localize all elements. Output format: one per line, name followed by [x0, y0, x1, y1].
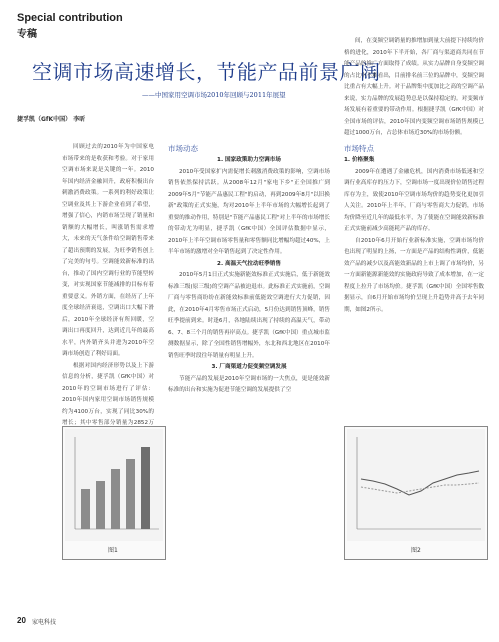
figure-2-graphic	[347, 429, 485, 541]
paragraph: 节能产品的发展是2010年空调市场的一大焦点，更是能效新标准的出台和实施为促进节能空调的发展提供了空	[168, 375, 330, 393]
section-heading: 市场动态	[168, 144, 198, 153]
figure-1-chart	[62, 426, 166, 560]
section-label-en: Special contribution	[17, 12, 123, 24]
paragraph: 间，在变频空调销量的推增加到量大前提下持续均价格的进化，2010年下半开始，各厂商与渠道商共同在节能产品的推广方面取得了成绩。从实力品牌自身变频空调的占比中不难看出，目前排名前三位的品牌中，变频空调比重占有大幅上升。对于品牌集中度加比之高的空调产品来说，实力品牌的发展趋势总是以保持稳定的。对变频市场发展有着重要的带动作用。根据捷孚凯（GfK中国）对全国市场的评估，2010年国内变频空调市场销售规模已超过1000万台，占总体市场近30%的市场份额。	[344, 38, 484, 136]
paragraph: 回顾过去的2010年为中国家电市场带来的是收获和考验。对于家用空调市场来说是关键的一年。2010年国内经济金融回升，政府积极出台刺激消费政策。一系列的利好政策让空调业及其上下游企业看到了希望，增强了信心，内销市场呈现了销量和销额的大幅增长，叫涨销售需求增大，未来的天气条件给空调销售带来了超出预期的发展，为旺季销售创上了完美的句号。空调能效新标准的出台，推动了国内空调行业的节能型转变，对实现国家节能减排的目标有着重要意义。外销方面，在经历了上年度全球经济衰退，空调出口大幅下滑后，2010年全球经济有所回暖，空调出口再度回升，达到近几年的最高水平，内外销齐头并进为2010年空调市场创造了利好局面。	[62, 144, 154, 357]
paragraph: 2010年受国家扩内需促增长刺激消费政策的影响，空调市场销售依然保持活跃。从2008年12月"家电下乡"正全国推广到2009年5月"节能产品惠民工程"的启动，再到2009年8月"以旧换新"政策的正式实施，均对2010年上半年市场的大幅增长起到了重要的推动作用，特别是"节能产品惠民工程"对上半年的市场增长的带动尤为明显，捷孚凯（GfK中国）全国评估数据中显示，2010年上半年空调市场零售量和零售额同比增幅均超过40%，上半年市场的激增对全年销售起到了决定性作用。	[168, 168, 330, 255]
article-subtitle: ——中国家用空调市场2010年回顾与2011年展望	[142, 91, 286, 99]
page-number: 20	[17, 616, 26, 625]
paragraph: 2009年在遭遇了金融危机，国内消费市场低迷和空调行业高库存的压力下，空调市场一度出现价位销售过程库存为主，致使2010年空调市场均价的趋势变化更加引人关注。2010年上半年，厂商与零售商大力促销，市场均价降至近几年的最低水平，为了使能在空调能效新标准正式实施前减少高能耗产品的库存。	[344, 168, 484, 232]
paragraph: 自2010年6月开始行业新标准实施，空调市场均价也出现了明显的上扬，一方面是产品的结构性调价，低能效产品的减少以及高能效新品的上市上调了市场均价，另一方面新能源新能效的实施政府导致了成本增加，在一定程度上拉升了市场均价。捷孚凯（GfK中国）全国零售数据显示，自6月开始市场均价呈现上升趋势并高于去年同期，如图2所示。	[344, 237, 484, 313]
article-title: 空调市场高速增长，节能产品前景广阔	[32, 60, 381, 84]
right-top-column	[344, 36, 484, 141]
paragraph: 2010年5月1日正式实施新能效标准正式实施后，低于新能效标准三级(原三级)的空调产品被迫退市。此标准正式实施前，空调厂商与零售商纷纷在新能效标准前低能效空调进行大力促销，因此，在2010年4月零售市场正式启动，5月份达到销售顶峰，销售旺季提前到来。时逢6月，各地陆续出现了持续的高温天气，带动6、7、8三个月的销售再岸高点。捷孚凯（GfK中国）重点城市监测数据显示，除了全国性销售增幅外，东北和西北地区在2010年销售旺季时段往年销量有明显上升。	[168, 272, 330, 359]
figure-1-graphic	[65, 429, 163, 541]
section-heading: 市场特点	[344, 144, 374, 153]
column-1	[62, 142, 154, 424]
paragraph: 根据对国内经济形势以及上下游信息的分析，捷孚凯（GfK中国）对2010年的空调市场进行了评估：2010年国内家用空调市场销售规模约为4100万台，实现了同比30%的增长；其中零售部分销量为2852万	[62, 362, 154, 426]
subheading: 2. 高温天气拉动旺季销售	[217, 260, 281, 267]
figure-1-caption: 图1	[108, 547, 118, 554]
subheading: 1. 价格聚集	[344, 157, 375, 163]
column-3	[344, 142, 484, 424]
subheading: 3. 厂商渠道力促变频空调发展	[211, 364, 287, 370]
column-2	[168, 142, 330, 580]
magazine-name: 家电科技	[32, 619, 57, 626]
subheading: 1. 国家政策助力空调市场	[217, 157, 281, 163]
article-author: 捷孚凯（GfK中国） 李昕	[17, 116, 86, 123]
figure-2-chart	[344, 426, 488, 560]
section-label-cn: 专稿	[17, 29, 37, 40]
figure-2-caption: 图2	[411, 547, 421, 554]
